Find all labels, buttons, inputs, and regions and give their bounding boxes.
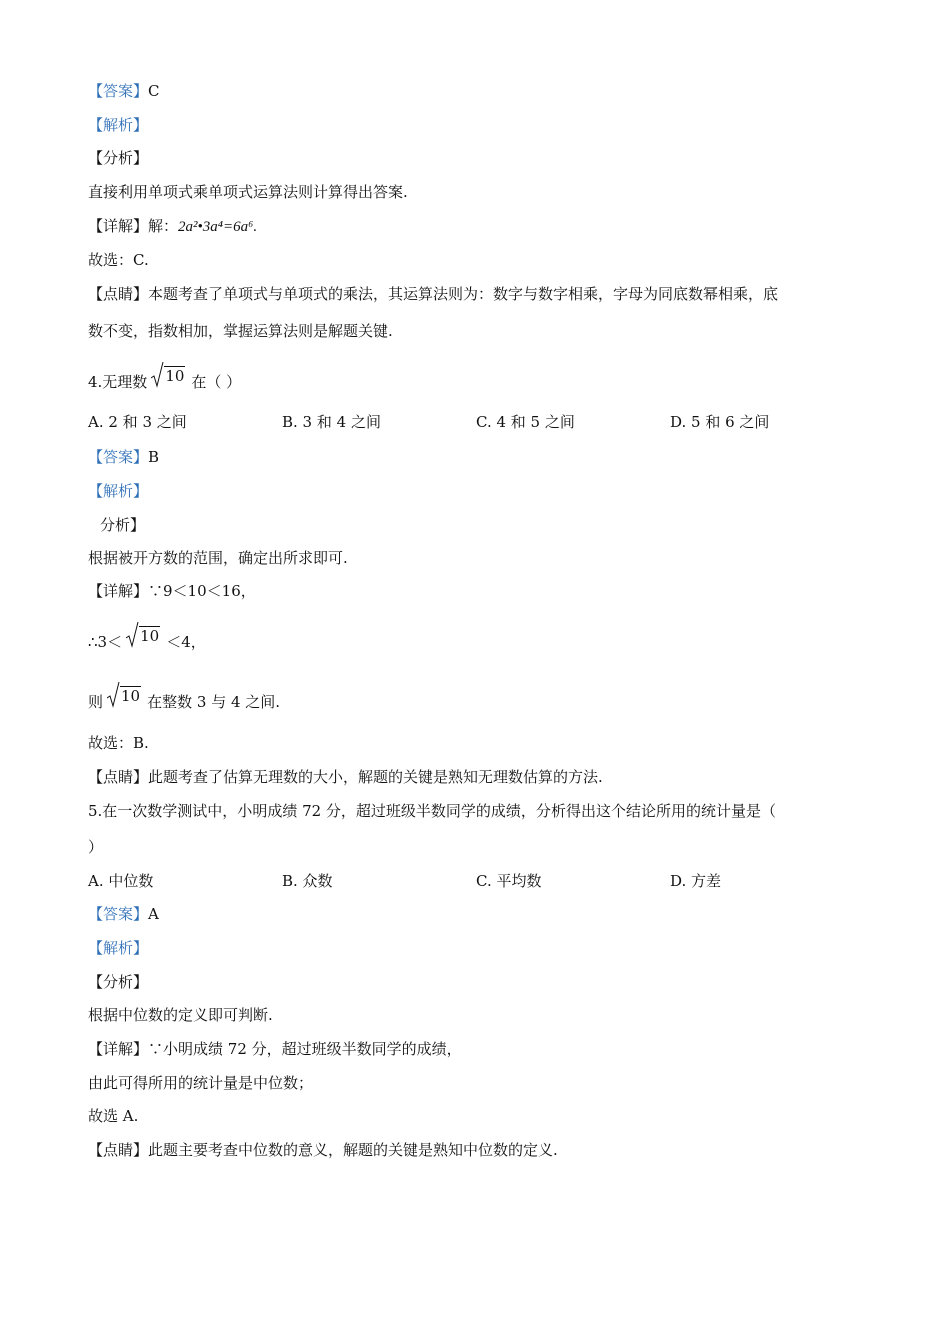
- sqrt-10: [151, 366, 185, 386]
- comment-text: 此题考查了估算无理数的大小，解题的关键是熟知无理数估算的方法.: [148, 768, 603, 786]
- q5-stem-line2: ）: [88, 838, 104, 856]
- q4-fenxi-text: 根据被开方数的范围，确定出所求即可.: [88, 549, 348, 567]
- q3-fenxi-tag: 【分析】: [88, 149, 149, 167]
- answer-tag: 【答案】: [88, 905, 149, 923]
- q5-option-a: A. 中位数: [88, 872, 154, 890]
- q5-option-b: B. 众数: [282, 872, 333, 890]
- comment-tag: 【点睛】: [88, 1141, 149, 1159]
- step2-suffix: ＜4，: [166, 633, 206, 651]
- q5-stem-line1: 5.在一次数学测试中，小明成绩 72 分，超过班级半数同学的成绩，分析得出这个结论所用的统计量是（: [88, 802, 776, 820]
- q4-choose: 故选：B.: [88, 734, 149, 752]
- q5-detail-line: [88, 1039, 462, 1059]
- detail-tag: 【详解】: [88, 1040, 149, 1058]
- q4-step3: [88, 686, 280, 712]
- q5-option-c: C. 平均数: [476, 872, 542, 890]
- detail-expression: 2a²•3a⁴=6a⁶.: [178, 219, 258, 235]
- sqrt-10: [126, 626, 160, 646]
- q3-analysis-tag: 【解析】: [88, 116, 149, 134]
- q5-comment-line: [88, 1140, 558, 1160]
- radicand: 10: [165, 367, 185, 385]
- comment-tag: 【点睛】: [88, 768, 149, 786]
- q4-option-a: A. 2 和 3 之间: [88, 413, 187, 431]
- radical-sign-icon: [107, 682, 120, 708]
- radicand: 10: [121, 687, 141, 705]
- radical-sign-icon: [126, 622, 139, 648]
- answer-tag: 【答案】: [88, 82, 149, 100]
- q4-stem: [88, 366, 241, 392]
- radicand: 10: [140, 627, 160, 645]
- q4-stem-prefix: 4.无理数: [88, 373, 148, 391]
- detail-text: ∵9＜10＜16，: [148, 582, 256, 600]
- answer-tag: 【答案】: [88, 448, 149, 466]
- q4-option-d: D. 5 和 6 之间: [670, 413, 770, 431]
- answer-value: A: [148, 905, 159, 923]
- q4-answer-line: [88, 447, 159, 467]
- detail-tag: 【详解】: [88, 582, 149, 600]
- q5-choose: 故选 A.: [88, 1107, 139, 1125]
- q3-comment-line1: [88, 284, 778, 304]
- q4-fenxi-tag: 分析】: [100, 516, 146, 534]
- comment-text: 本题考查了单项式与单项式的乘法，其运算法则为：数字与数字相乘，字母为同底数幂相乘，底: [148, 285, 779, 303]
- comment-text: 此题主要考查中位数的意义，解题的关键是熟知中位数的定义.: [148, 1141, 558, 1159]
- radical-sign-icon: [151, 362, 164, 388]
- q4-comment-line: [88, 767, 603, 787]
- q3-choose: 故选：C.: [88, 251, 149, 269]
- q4-option-b: B. 3 和 4 之间: [282, 413, 381, 431]
- step2-prefix: ∴3＜: [88, 633, 123, 651]
- answer-value: C: [148, 82, 160, 100]
- q5-fenxi-tag: 【分析】: [88, 973, 149, 991]
- q5-detail-line2: 由此可得所用的统计量是中位数；: [88, 1074, 314, 1092]
- q3-detail-line: [88, 216, 257, 237]
- q3-answer-line: [88, 81, 160, 101]
- q4-stem-suffix: 在（ ）: [191, 373, 242, 391]
- q3-comment-line2: 数不变，指数相加，掌握运算法则是解题关键.: [88, 322, 393, 340]
- q5-fenxi-text: 根据中位数的定义即可判断.: [88, 1006, 273, 1024]
- detail-prefix: 解：: [148, 217, 179, 235]
- q5-answer-line: [88, 904, 159, 924]
- step3-suffix: 在整数 3 与 4 之间.: [147, 693, 281, 711]
- answer-value: B: [148, 448, 160, 466]
- q5-analysis-tag: 【解析】: [88, 939, 149, 957]
- q4-analysis-tag: 【解析】: [88, 482, 149, 500]
- step3-prefix: 则: [88, 693, 104, 711]
- q4-step2: [88, 626, 206, 652]
- q4-detail-line: [88, 581, 256, 601]
- q4-option-c: C. 4 和 5 之间: [476, 413, 575, 431]
- q5-option-d: D. 方差: [670, 872, 722, 890]
- comment-tag: 【点睛】: [88, 285, 149, 303]
- detail-text: ∵小明成绩 72 分，超过班级半数同学的成绩，: [148, 1040, 462, 1058]
- detail-tag: 【详解】: [88, 217, 149, 235]
- sqrt-10: [107, 686, 141, 706]
- q3-fenxi-text: 直接利用单项式乘单项式运算法则计算得出答案.: [88, 183, 408, 201]
